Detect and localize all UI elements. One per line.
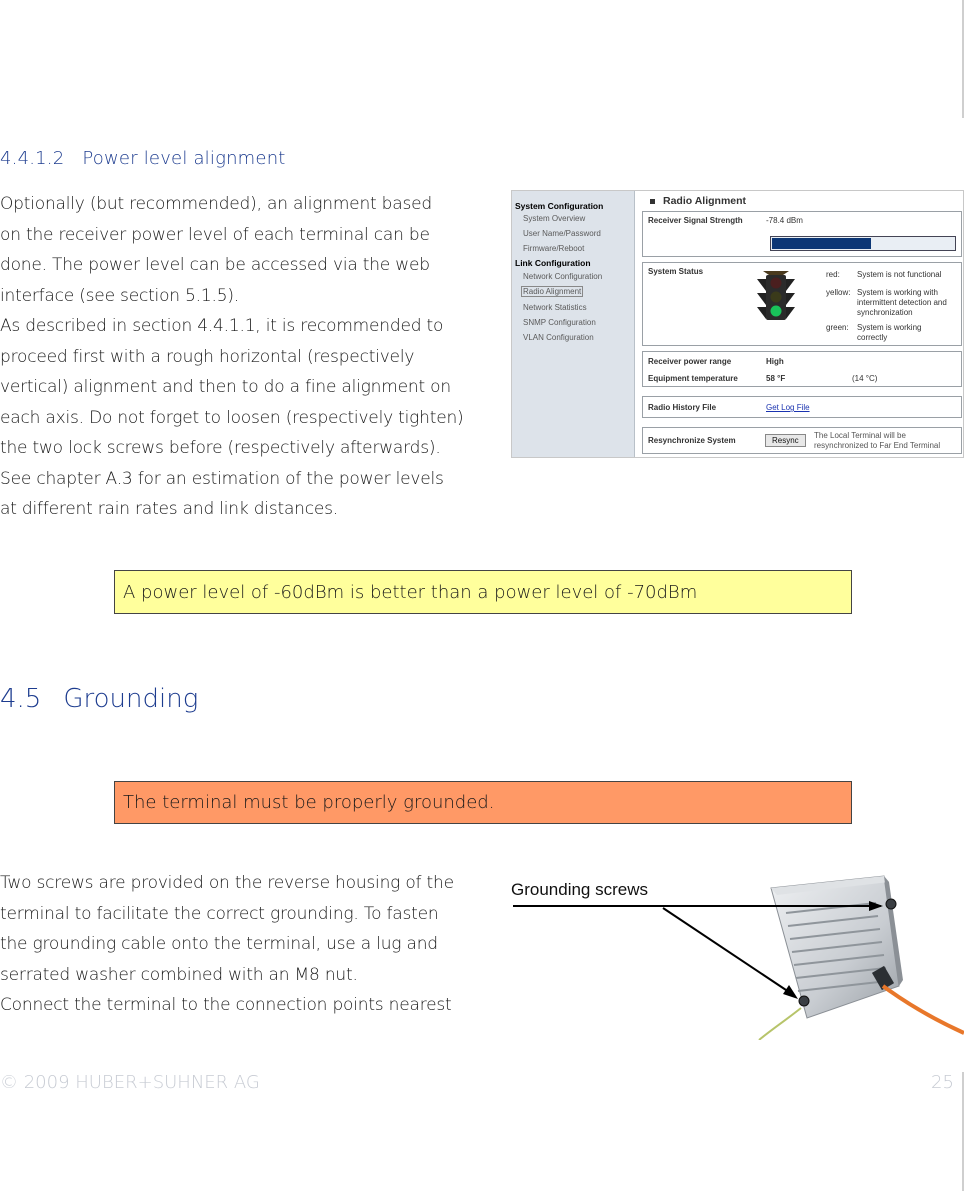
temperature-label: Equipment temperature — [648, 374, 738, 383]
note-callout — [114, 570, 852, 614]
text-line: at different rain rates and link distances. — [0, 499, 338, 519]
legend-text: System is not functional — [857, 270, 942, 279]
section-number: 4.4.1.2 — [0, 148, 65, 169]
status-panel — [642, 262, 962, 346]
history-panel — [642, 396, 962, 418]
text-line: See chapter A.3 for an estimation of the power levels — [0, 468, 444, 489]
grounding-title: Grounding — [63, 684, 199, 714]
grounding-photo — [511, 868, 964, 1040]
signal-bar — [770, 236, 956, 251]
terminal-illustration — [511, 868, 964, 1040]
text-line: Connect the terminal to the connection points nearest — [0, 995, 452, 1015]
text-line: each axis. Do not forget to loosen (respectively tighten) — [0, 407, 464, 428]
signal-value: -78.4 dBm — [766, 216, 803, 225]
legend-text: System is working with intermittent detection and synchronization — [857, 288, 947, 317]
nav-item-radio-alignment: Radio Alignment — [523, 287, 582, 296]
text-line: the grounding cable onto the terminal, use a lug and — [0, 934, 438, 954]
signal-panel — [642, 211, 962, 257]
text-line: serrated washer combined with an M8 nut. — [0, 964, 358, 985]
grounding-paragraph — [0, 868, 454, 1021]
legend-key: yellow: — [826, 288, 851, 297]
signal-bar-fill — [772, 238, 871, 249]
text-line: Optionally (but recommended), an alignment based — [0, 194, 433, 214]
nav-item-network-config: Network Configuration — [523, 272, 603, 281]
nav-item-network-stats: Network Statistics — [523, 303, 587, 312]
radio-alignment-screenshot — [511, 190, 964, 458]
temperature-f: 58 °F — [766, 374, 786, 383]
nav-group-system: System Configuration — [515, 201, 604, 211]
traffic-light-icon — [755, 269, 797, 321]
screenshot-title — [650, 195, 746, 207]
margin-rule — [962, 0, 964, 118]
grounding-heading — [0, 684, 198, 714]
power-range-value: High — [766, 357, 784, 366]
text-line: proceed first with a rough horizontal (respectively — [0, 346, 415, 367]
text-line: terminal to facilitate the correct grounding. To fasten — [0, 903, 439, 924]
text-line: on the receiver power level of each terminal can be — [0, 224, 430, 245]
grounding-number: 4.5 — [0, 684, 42, 714]
warning-text: The terminal must be properly grounded. — [123, 792, 495, 813]
legend-key: green: — [826, 323, 849, 332]
nav-item-firmware: Firmware/Reboot — [523, 244, 585, 253]
nav-group-link: Link Configuration — [515, 258, 591, 268]
resync-note: The Local Terminal will be resynchronized to Far End Terminal — [814, 431, 941, 450]
text-line: interface (see section 5.1.5). — [0, 285, 239, 306]
status-label: System Status — [648, 267, 704, 276]
text-line: As described in section 4.4.1.1, it is recommended to — [0, 316, 444, 336]
margin-rule — [962, 1072, 964, 1191]
resync-label: Resynchronize System — [648, 436, 736, 445]
legend-text: System is working correctly — [857, 323, 922, 342]
power-range-label: Receiver power range — [648, 357, 732, 366]
bullet-icon — [650, 199, 655, 204]
get-log-file-link[interactable]: Get Log File — [766, 403, 810, 412]
section-title: Power level alignment — [82, 148, 286, 169]
warning-callout — [114, 781, 852, 824]
nav-item-vlan: VLAN Configuration — [523, 333, 594, 342]
resync-panel — [642, 427, 962, 454]
legend-key: red: — [826, 270, 840, 279]
power-temp-panel — [642, 351, 962, 387]
intro-paragraph — [0, 189, 463, 525]
nav-item-system-overview: System Overview — [523, 214, 586, 223]
temperature-c: (14 °C) — [852, 374, 878, 383]
screenshot-main — [642, 191, 964, 457]
text-line: done. The power level can be accessed via the web — [0, 255, 430, 275]
nav-item-snmp: SNMP Configuration — [523, 318, 596, 327]
footer-page-number: 25 — [931, 1072, 954, 1093]
section-heading — [0, 148, 286, 169]
text-line: the two lock screws before (respectively afterwards). — [0, 438, 441, 458]
history-label: Radio History File — [648, 403, 717, 412]
text-line: Two screws are provided on the reverse housing of the — [0, 873, 454, 893]
screenshot-title-text: Radio Alignment — [663, 195, 747, 207]
photo-label: Grounding screws — [511, 880, 649, 899]
footer-copyright: © 2009 HUBER+SUHNER AG — [0, 1072, 260, 1093]
screenshot-nav — [512, 191, 635, 457]
nav-item-user-password: User Name/Password — [523, 229, 601, 238]
resync-button[interactable]: Resync — [765, 434, 806, 447]
text-line: vertical) alignment and then to do a fine alignment on — [0, 377, 451, 397]
note-text: A power level of -60dBm is better than a power level of -70dBm — [123, 581, 698, 603]
signal-label: Receiver Signal Strength — [648, 216, 743, 225]
